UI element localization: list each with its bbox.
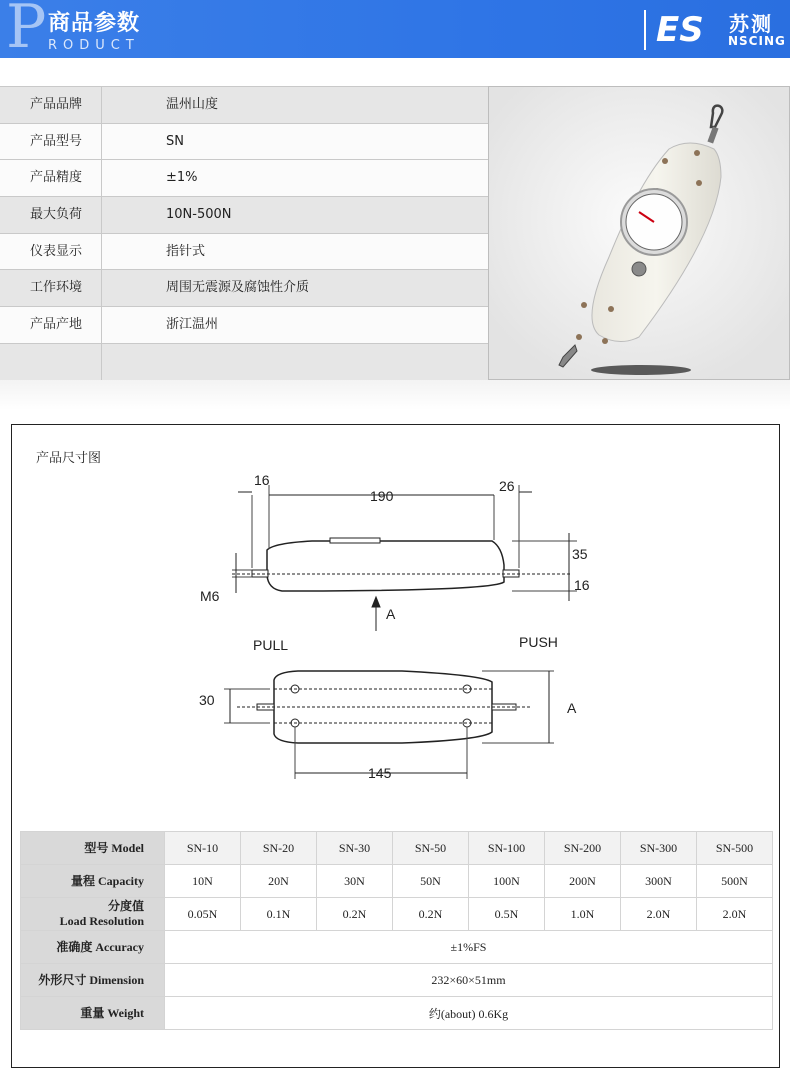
reset-knob-icon: [632, 262, 646, 276]
params-row: [0, 234, 490, 271]
dim-35-label: 35: [572, 546, 588, 562]
param-value: 周围无震源及腐蚀性介质: [166, 280, 310, 296]
spec-cell: 0.5N: [469, 898, 545, 931]
spec-cell: 20N: [241, 865, 317, 898]
param-key: 工作环境: [30, 280, 83, 296]
spec-cell: SN-200: [545, 832, 621, 865]
spec-row-label: 准确度 Accuracy: [21, 931, 165, 964]
spec-table: [20, 831, 773, 1030]
spec-cell: SN-30: [317, 832, 393, 865]
spec-row-dimension: [21, 964, 773, 997]
param-value: 10N-500N: [166, 207, 232, 223]
params-row: [0, 124, 490, 161]
push-label: PUSH: [519, 634, 558, 650]
top-view: [224, 671, 554, 779]
params-row: [0, 87, 490, 124]
spec-row-label: [21, 898, 165, 931]
spec-cell: 200N: [545, 865, 621, 898]
dimension-drawing: [12, 425, 779, 825]
spec-cell-span: 232×60×51mm: [165, 964, 773, 997]
dim-16-top-label: 16: [254, 472, 270, 488]
spec-cell: 30N: [317, 865, 393, 898]
dim-a-side-label: A: [567, 700, 577, 716]
spec-row-label: 量程 Capacity: [21, 865, 165, 898]
shadow: [591, 365, 691, 375]
dim-a-arrow-label: A: [386, 606, 396, 622]
brand-name-cn: 苏测: [729, 12, 773, 36]
dim-190-label: 190: [370, 488, 394, 504]
param-value: SN: [166, 133, 184, 149]
spec-cell: 500N: [697, 865, 773, 898]
spec-cell: 1.0N: [545, 898, 621, 931]
dimension-frame: [11, 424, 780, 1068]
pull-label: PULL: [253, 637, 289, 653]
header-big-letter: P: [6, 0, 47, 62]
spec-cell: 10N: [165, 865, 241, 898]
section-separator: [0, 380, 790, 410]
dimension-title: 产品尺寸图: [36, 451, 102, 466]
page-title: 商品参数: [48, 11, 141, 36]
param-key: 产品产地: [30, 317, 83, 333]
spec-row-label-cn: 分度值: [107, 899, 144, 913]
param-key: 最大负荷: [30, 207, 83, 223]
param-value: 温州山度: [166, 97, 219, 112]
param-key: 产品型号: [30, 133, 83, 149]
spec-cell: SN-300: [621, 832, 697, 865]
header-banner: [0, 0, 790, 62]
brand-logo-icon: [656, 8, 722, 48]
product-photo: [488, 86, 790, 380]
spec-cell: 50N: [393, 865, 469, 898]
spec-cell: 0.05N: [165, 898, 241, 931]
spec-row-label: 外形尺寸 Dimension: [21, 964, 165, 997]
force-gauge-image: [489, 87, 789, 379]
param-value: 浙江温州: [166, 317, 219, 333]
spec-cell: 2.0N: [697, 898, 773, 931]
side-view: [232, 485, 577, 631]
param-key: 仪表显示: [30, 243, 83, 259]
spec-row-label-en: Load Resolution: [59, 914, 144, 928]
spec-row-model: [21, 832, 773, 865]
dim-16-right-label: 16: [574, 577, 590, 593]
params-table: [0, 86, 490, 381]
spec-cell: SN-100: [469, 832, 545, 865]
params-row: [0, 160, 490, 197]
dim-26-label: 26: [499, 478, 515, 494]
dim-m6-label: M6: [200, 588, 220, 604]
spec-cell: 100N: [469, 865, 545, 898]
spec-cell: SN-50: [393, 832, 469, 865]
brand-name-en: NSCING: [728, 34, 786, 48]
spec-cell: SN-20: [241, 832, 317, 865]
spec-cell-span: 约(about) 0.6Kg: [165, 997, 773, 1030]
dim-145-label: 145: [368, 765, 392, 781]
param-value: ±1%: [166, 170, 198, 186]
page-subtitle: RODUCT: [48, 38, 140, 53]
spec-cell: 0.1N: [241, 898, 317, 931]
params-row: [0, 197, 490, 234]
spec-row-label: 重量 Weight: [21, 997, 165, 1030]
params-row: [0, 307, 490, 344]
spec-row-weight: [21, 997, 773, 1030]
spec-row-accuracy: [21, 931, 773, 964]
spec-cell-span: ±1%FS: [165, 931, 773, 964]
params-row: [0, 270, 490, 307]
spec-cell: 0.2N: [317, 898, 393, 931]
param-key: 产品精度: [30, 170, 83, 186]
spec-row-capacity: [21, 865, 773, 898]
logo-text: ES: [656, 10, 704, 48]
spec-cell: 0.2N: [393, 898, 469, 931]
header-divider: [644, 10, 646, 50]
dim-30-label: 30: [199, 692, 215, 708]
spec-cell: SN-10: [165, 832, 241, 865]
spec-row-label: 型号 Model: [21, 832, 165, 865]
param-value: 指针式: [166, 243, 206, 259]
spec-row-resolution: [21, 898, 773, 931]
spec-cell: SN-500: [697, 832, 773, 865]
params-row: [0, 344, 490, 381]
param-key: 产品品牌: [30, 97, 83, 112]
spec-cell: 300N: [621, 865, 697, 898]
spec-cell: 2.0N: [621, 898, 697, 931]
